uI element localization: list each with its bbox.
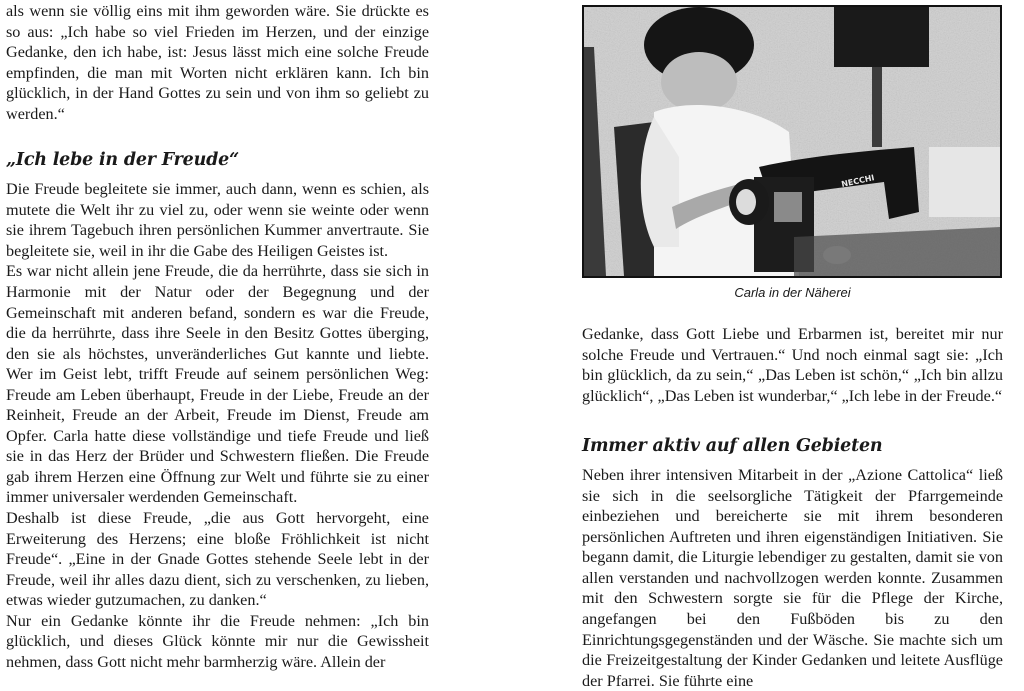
right-text — [582, 324, 1003, 691]
paragraph: Deshalb ist diese Freude, „die aus Gott hervorgeht, eine Erweiterung des Herzens; eine bloße Fröhlichkeit ist nicht Freude“. „Eine in der Gnade Gottes stehende Seele lebt in der Freude, weil ihr alles dazu dient, sich zu verschenken, zu lieben, etwas wieder gutzumachen, zu danken.“ — [6, 509, 429, 610]
right-column — [582, 0, 1003, 691]
paragraph: Die Freude begleitete sie immer, auch dann, wenn es schien, als mutete die Welt ihr zu viel zu, oder wenn sie weinte oder wenn sie ihrem Tagebuch ihren persönlichen Kummer anvertraute. Sie begleitete sie, weil in ihr die Gabe des Heiligen Geistes ist. — [6, 180, 429, 260]
continuation-paragraph: Gedanke, dass Gott Liebe und Erbarmen ist, bereitet mir nur solche Freude und Vertrauen.“ Und noch einmal sagt sie: „Ich bin glücklich, da zu sein,“ „Das Leben ist schön,“ „Ich bin allzu glücklich“, „Das Leben ist wunderbar,“ „Ich lebe in der Freude.“ — [582, 325, 1003, 405]
paragraph: Nur ein Gedanke könnte ihr die Freude nehmen: „Ich bin glücklich, und dieses Glück könnte mir nur die Gewissheit nehmen, dass Gott nicht mehr barmherzig wäre. Allein der — [6, 611, 429, 671]
section-heading-aktiv: Immer aktiv auf allen Gebieten — [582, 436, 883, 457]
face — [661, 52, 737, 112]
intro-paragraph: als wenn sie völlig eins mit ihm geworden wäre. Sie drückte es so aus: „Ich habe so viel Frieden im Herzen, und der einzige Gedanke, den ich habe, ist: Jesus lässt mich eine solche Freude empfinden, die man mit Worten nicht erklären kann. Ich bin glücklich, in der Hand Gottes zu sein und von ihm so geliebt zu werden.“ — [6, 2, 429, 123]
photo-carla-sewing — [582, 5, 1002, 278]
left-column — [6, 1, 429, 672]
necchi-logo: NECCHI — [840, 173, 876, 189]
photo-caption: Carla in der Näherei — [734, 285, 851, 300]
figure — [582, 5, 1003, 303]
paragraph: Neben ihrer intensiven Mitarbeit in der „Azione Cattolica“ ließ sie sich in die seelsorgliche Tätigkeit der Pfarrgemeinde einbeziehen und bereicherte sie mit ihrem besonderen persönlichen Auftreten und ihren eigenständigen Initiativen. Sie begann damit, die Liturgie lebendiger zu gestalten, damit sie von allen verstanden und nachvollzogen werden konnte. Zusammen mit den Schwestern sorgte sie für die Pflege der Kirche, angefangen bei den Fußböden bis zu den Einrichtungsgegenständen und der Wäsche. Sie machte sich um die Freizeitgestaltung der Kinder Gedanken und leitete Ausflüge der Pfarrei. Sie führte eine — [582, 466, 1003, 690]
paragraph: Es war nicht allein jene Freude, die da herrührte, dass sie sich in Harmonie mit der Natur oder der Begegnung und der Gemeinschaft mit anderen befand, sondern es war die Freude, die da herrührte, dass ihre Seele in den Besitz Gottes überging, den sie als höchstes, unveränderliches Gut kannte und liebte. Wer im Geist lebt, trifft Freude auf seinem persönlichen Weg: Freude am Leben überhaupt, Freude in der Liebe, Freude an der Reinheit, Freude an der Arbeit, Freude im Dienst, Freude am Opfer. Carla hatte diese vollständige und tiefe Freude und ließ sie in das Herz der Brüder und Schwestern fließen. Die Freude gab ihrem Herzen eine Öffnung zur Welt und führte sie zu einer immer universaler werdenden Gemeinschaft. — [6, 262, 429, 507]
section-heading-freude: „Ich lebe in der Freude“ — [6, 150, 239, 171]
fabric — [929, 147, 1000, 217]
photo-illustration — [584, 7, 1000, 276]
dark-cloth — [834, 7, 929, 67]
